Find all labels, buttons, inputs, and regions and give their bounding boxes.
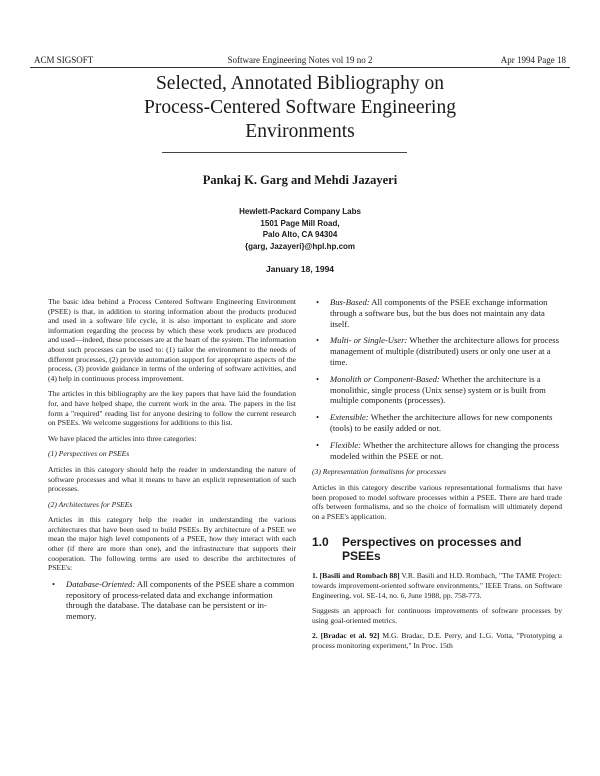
running-header — [30, 55, 570, 68]
section-number: 1.0 — [312, 535, 329, 550]
list-item — [312, 440, 562, 462]
paper-title — [100, 72, 500, 144]
articles-paragraph: The articles in this bibliography are the key papers that have laid the foundation for, and have helped shape, the current work in the area. The papers in the list form a "required" reading list for anyone desiring to follow the current research on PSEEs. We welcome suggestions for additions to this list. — [48, 389, 296, 428]
term-definition: Whether the architecture allows for changing the process modeled within the PSEE or not. — [330, 439, 559, 461]
reference-text: M.G. Bradac, D.E. Perry, and L.G. Votta, "Prototyping a process monitoring experiment," In Proc. 15th — [312, 631, 562, 650]
term-label: Flexible: — [330, 439, 362, 450]
section-heading — [312, 535, 562, 563]
term-definition: Whether the architecture allows for process management of multiple (distributed) users or only one user at a time. — [330, 335, 559, 367]
reference-entry — [312, 631, 562, 650]
reference-entry — [312, 571, 562, 600]
list-item — [312, 412, 562, 434]
affiliation-email: {garg, Jazayeri}@hpl.hp.com — [244, 241, 356, 251]
authors: Pankaj K. Garg and Mehdi Jazayeri — [202, 173, 398, 187]
term-label: Multi- or Single-User: — [330, 335, 408, 346]
bullet-icon: • — [316, 412, 320, 423]
bullet-icon: • — [316, 335, 320, 346]
intro-paragraph: The basic idea behind a Process Centered Software Engineering Environment (PSEE) is that, in addition to storing information about the products produced and used in a software life cycle, it is also important to explicate and store information regarding the process by which these work products are produced and used—indeed, these processes are at the heart of the system. The information about such processes can be used to: (1) tailor the environment to the needs of different processes, (2) provide automation support for appropriate aspects of the process, (3) provide guidance in terms of the ordering of software activities, and (4) help in continuous process improvement. — [48, 297, 296, 383]
header-date-page: Apr 1994 Page 18 — [500, 55, 566, 65]
list-item — [312, 297, 562, 329]
category-2-heading: (2) Architectures for PSEEs — [48, 499, 133, 509]
right-column — [312, 297, 562, 656]
architecture-terms-list-continued — [312, 297, 562, 461]
categories-intro: We have placed the articles into three categories: — [48, 433, 197, 443]
bullet-icon: • — [316, 439, 320, 450]
term-label: Database-Oriented: — [66, 578, 136, 589]
category-1-text: Articles in this category should help the reader in understanding the nature of software processes and what it means to have an explicit representation of such processes. — [48, 464, 296, 494]
list-item — [312, 335, 562, 367]
bullet-icon: • — [316, 297, 320, 307]
term-label: Monolith or Component-Based: — [330, 373, 440, 384]
affiliation-street: 1501 Page Mill Road, — [260, 218, 340, 228]
term-label: Extensible: — [330, 412, 369, 423]
term-label: Bus-Based: — [330, 297, 370, 307]
title-line: Process-Centered Software Engineering — [144, 97, 456, 118]
publication-date: January 18, 1994 — [265, 264, 335, 274]
affiliation — [0, 206, 600, 252]
list-item — [312, 374, 562, 406]
section-title: Perspectives on processes and PSEEs — [342, 535, 522, 564]
reference-id: 2. [Bradac et al. 92] — [312, 631, 380, 641]
list-item — [48, 579, 296, 622]
title-line: Environments — [245, 121, 355, 142]
term-definition: All components of the PSEE share a common repository of process-related data and exchange information through the database. The database can be persistent or in-memory. — [66, 578, 295, 622]
reference-annotation: Suggests an approach for continuous improvements of software processes by using goal-oriented metrics. — [312, 606, 562, 625]
reference-id: 1. [Basili and Rombach 88] — [312, 571, 400, 581]
term-definition: All components of the PSEE exchange information through a software bus, but the bus does not maintain any data itself. — [330, 297, 548, 329]
left-column — [48, 297, 296, 628]
title-divider — [162, 152, 407, 153]
reference-text: V.R. Basili and H.D. Rombach, "The TAME Project: towards improvement-oriented software environments," IEEE Trans. on Software Engineering, vol. SE-14, no. 6, June 1988, pp. 758-773. — [312, 571, 562, 600]
term-definition: Whether the architecture allows for new components (tools) to be easily added or not. — [330, 412, 553, 433]
category-3-heading: (3) Representation formalisms for processes — [312, 467, 447, 477]
header-issue: Software Engineering Notes vol 19 no 2 — [227, 55, 373, 65]
bullet-icon: • — [316, 373, 320, 384]
affiliation-city: Palo Alto, CA 94304 — [262, 230, 338, 239]
architecture-terms-list — [48, 579, 296, 622]
affiliation-org: Hewlett-Packard Company Labs — [239, 207, 361, 216]
title-line: Selected, Annotated Bibliography on — [155, 73, 445, 94]
category-1-heading: (1) Perspectives on PSEEs — [48, 449, 130, 459]
category-2-text: Articles in this category help the reader in understanding the various architectures that have been used to build PSEEs. By architecture of a PSEE we mean the major high level components of a PSEE, how they interact with each other (if there are more than one), and the infrastructure that supports their cooperation. The following terms are used to describe the architectures of PSEE's: — [48, 515, 296, 573]
header-journal: ACM SIGSOFT — [34, 55, 94, 65]
category-3-text: Articles in this category describe various representational formalisms that have been proposed to model software processes within a PSEE. There are hard trade offs between formalisms, and so the choice of formalism will ultimately depend on a PSEE's application. — [312, 482, 562, 521]
bullet-icon: • — [52, 578, 56, 589]
term-definition: Whether the architecture is a monolithic, single process (Unix sense) system or is built from multiple components (processes). — [330, 373, 546, 406]
